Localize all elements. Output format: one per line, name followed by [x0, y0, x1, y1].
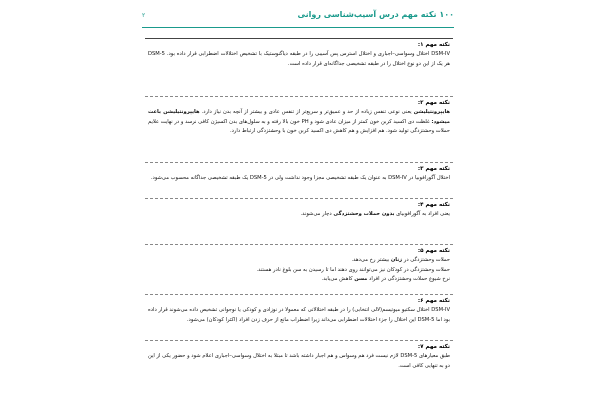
- notes-list: [145, 38, 453, 380]
- note-body: طبق معیارهای DSM-5 لازم نیست فرد هم وسواس و هم اجبار داشته باشد تا مبتلا به اختلال وسواسی–اجباری اعلام شود و حضور یکی از این دو به تنهایی کافی است.: [148, 353, 450, 369]
- note-title: نکته مهم ۵:: [417, 248, 450, 254]
- note-text: یعنی نوعی تنفس زیاده از حد و عمیق‌تر و سریع‌تر از تنفس عادی و بیشتر از آنچه بدن نیاز دارد.: [199, 109, 414, 115]
- note-line: [148, 256, 450, 266]
- note-text: دچار می‌شوند.: [300, 211, 334, 217]
- note-body: DSM-IV اختلال سکتیو میوتیسم(لالی انتخابی) را در طبقه اختلالاتی که معمولا در نوزادی و کودکی یا نوجوانی تشخیص داده می‌شوند قرار داده بود اما DSM-5 این اختلال را جزء اختلالات اضطرابی می‌داند زیرا اضطراب مانع از حرف زدن افراد (اکثرا کودکان) می‌شود.: [148, 307, 450, 323]
- note-text: حملات وحشتزدگی در: [402, 257, 450, 263]
- emphasis: زنان: [390, 257, 403, 263]
- emphasis: مسن: [354, 276, 368, 282]
- note-text: یعنی افراد به آگورافوبیای: [394, 211, 450, 217]
- term-effect: هایپرونتیلیشن باعث میشود:: [148, 109, 451, 125]
- running-title: ۱۰۰ نکته مهم درس آسیب‌شناسی روانی: [297, 10, 454, 19]
- note-1: [145, 38, 453, 97]
- note-3: [145, 163, 453, 199]
- note-title: نکته مهم ۶:: [417, 298, 450, 304]
- note-body: اختلال آگورافوبیا در DSM-IV به عنوان یک طبقه تشخیصی مجزا وجود نداشت ولی در DSM-5 یک طبقه تشخیصی جداگانه محسوب می‌شود.: [150, 175, 450, 181]
- note-body: DSM-IV اختلال وسواسی–اجباری و اختلال استرس پس آسیبی را در طبقه دیاگنوستیک با تشخیص اختلالات اضطرابی قرار داده بود. DSM-5 هر یک از این دو نوع اختلال را در طبقه تشخیصی جداگانه‌ای قرار داده است.: [148, 51, 450, 67]
- note-6: [145, 295, 453, 341]
- note-title: نکته مهم ۴:: [417, 202, 450, 208]
- note-text: نرخ شیوع حملات وحشتزدگی در افراد: [367, 276, 450, 282]
- note-title: نکته مهم ۷:: [417, 344, 450, 350]
- note-line: [148, 266, 450, 276]
- note-text: بیشتر رخ می‌دهد.: [351, 257, 391, 263]
- term-hyperventilation: هایپرونتیلیشن: [413, 109, 450, 115]
- note-text: غلظت دی اکسید کربن خون کمتر از میزان عادی شود و PH خون بالا رفته و به سلول‌های بدن اکسیژن کافی نرسد و در نهایت علایم حملات وحشتزدگی تولید شود. هم افزایش و هم کاهش دی اکسید کربن خون با وحشتزدگی ارتباط دارد.: [148, 118, 450, 134]
- header-divider: [142, 27, 454, 28]
- note-body: [148, 210, 450, 220]
- note-body: [148, 108, 450, 137]
- emphasis: بدون حملات وحشتزدگی: [333, 211, 395, 217]
- note-line: [148, 275, 450, 285]
- note-7: [145, 341, 453, 380]
- note-2: [145, 97, 453, 163]
- page-header: [142, 8, 454, 28]
- note-text: کاهش می‌یابد.: [321, 276, 355, 282]
- note-title: نکته مهم ۳:: [417, 166, 450, 172]
- note-4: [145, 199, 453, 245]
- note-text: حملات وحشتزدگی در کودکان نیز می‌توانند روی دهند اما تا رسیدن به سن بلوغ نادر هستند.: [256, 266, 450, 273]
- note-title: نکته مهم ۱:: [417, 42, 450, 48]
- page-number: ۲: [142, 12, 146, 19]
- note-5: [145, 245, 453, 295]
- note-title: نکته مهم ۲:: [417, 100, 450, 106]
